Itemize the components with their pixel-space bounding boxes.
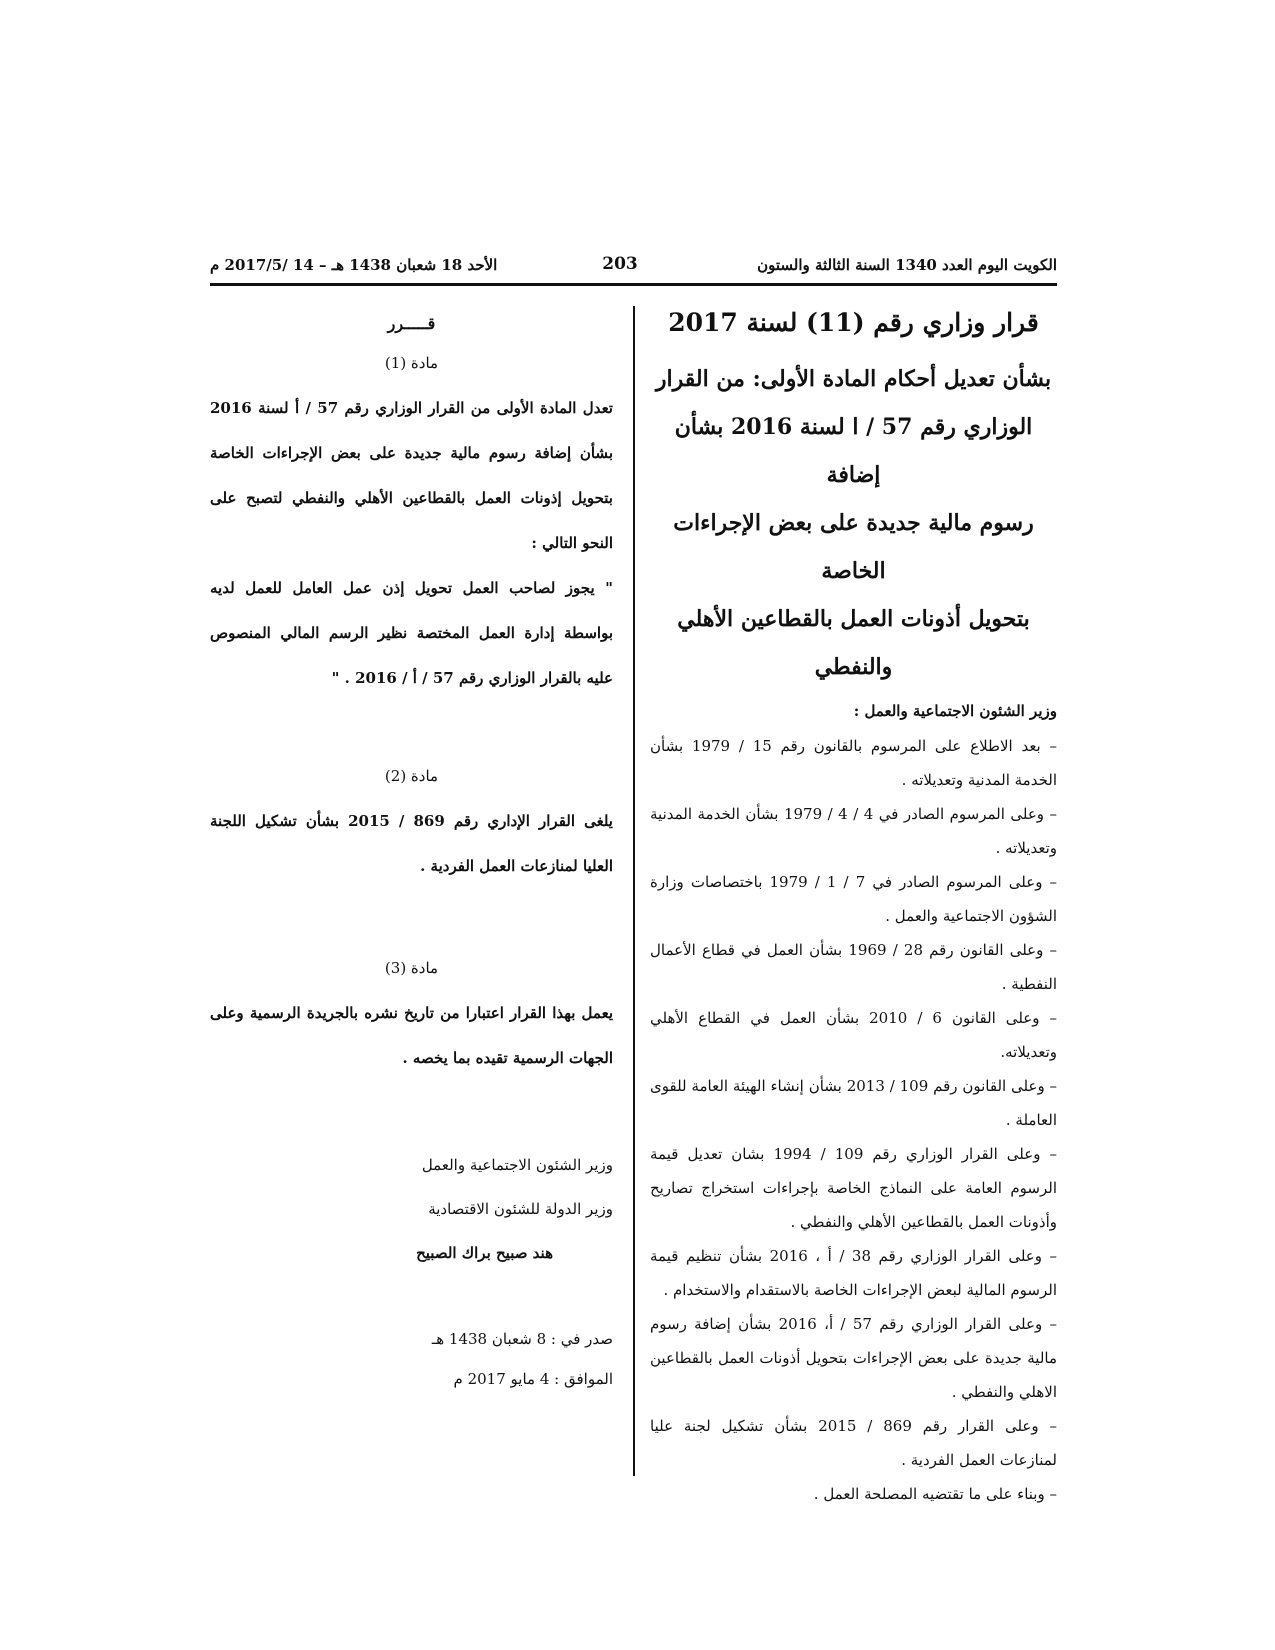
preamble-clauses: [650, 729, 1057, 1511]
issue-date: الأحد 18 شعبان 1438 هـ – 14 /2017/5 م: [210, 256, 498, 274]
header-rule: [210, 283, 1057, 286]
page-header: [210, 252, 1057, 280]
journal-issue: الكويت اليوم العدد 1340 السنة الثالثة والستون: [757, 256, 1057, 274]
subtitle-line: بتحويل أذونات العمل بالقطاعين الأهلي والنفطي: [677, 606, 1030, 680]
preamble-clause: – وعلى القانون رقم 109 / 2013 بشأن إنشاء الهيئة العامة للقوى العاملة .: [650, 1077, 1058, 1129]
issued-hijri: صدر في : 8 شعبان 1438 هـ: [431, 1330, 613, 1348]
preamble-clause: – وعلى القرار الوزاري رقم 38 / أ ، 2016 بشأن تنظيم قيمة الرسوم المالية لبعض الإجراءات الخاصة بالاستقدام والاستخدام .: [650, 1247, 1058, 1299]
issued-gregorian: الموافق : 4 مايو 2017 م: [453, 1370, 613, 1388]
decision-heading: قـــــرر: [387, 314, 436, 333]
issue-dates: [423, 1319, 613, 1399]
signatory-name: هند صبيح براك الصبيح: [416, 1244, 553, 1262]
preamble-clause: – وعلى القانون رقم 28 / 1969 بشأن العمل في قطاع الأعمال النفطية .: [650, 941, 1057, 993]
minister-heading: وزير الشئون الاجتماعية والعمل :: [853, 702, 1057, 720]
subtitle-line: رسوم مالية جديدة على بعض الإجراءات الخاصة: [673, 510, 1034, 584]
signature-block: [210, 1143, 613, 1275]
decree-title: قرار وزاري رقم (11) لسنة 2017: [668, 308, 1039, 337]
preamble-clause: – وبناء على ما تقتضيه المصلحة العمل .: [813, 1485, 1057, 1503]
preamble-clause: – وعلى القرار الوزاري رقم 109 / 1994 بشان تعديل قيمة الرسوم العامة على النماذج الخاصة بإجراءات استخراج تصاريح وأذونات العمل بالقطاعين الأهلي والنفطي .: [650, 1145, 1057, 1231]
article-3-heading: مادة (3): [384, 959, 439, 977]
preamble-clause: – وعلى القرار رقم 869 / 2015 بشأن تشكيل لجنة عليا لمنازعات العمل الفردية .: [650, 1417, 1057, 1469]
column-divider: [633, 306, 635, 1476]
preamble-clause: – وعلى القرار الوزاري رقم 57 / أ، 2016 بشأن إضافة رسوم مالية جديدة على بعض الإجراءات بتحويل أذونات العمل بالقطاعين الاهلي والنفطي .: [650, 1315, 1058, 1401]
preamble-clause: – بعد الاطلاع على المرسوم بالقانون رقم 15 / 1979 بشأن الخدمة المدنية وتعديلاته .: [650, 737, 1057, 789]
preamble-clause: – وعلى المرسوم الصادر في 4 / 4 / 1979 بشأن الخدمة المدنية وتعديلاته .: [650, 805, 1058, 857]
signature-title-1: وزير الشئون الاجتماعية والعمل: [421, 1156, 613, 1174]
article-1-heading: مادة (1): [384, 354, 439, 372]
left-column: [210, 310, 613, 1399]
page-number: 203: [602, 254, 638, 274]
decree-subtitle: [650, 355, 1057, 691]
article-2-heading: مادة (2): [384, 767, 439, 785]
article-3-body: يعمل بهذا القرار اعتبارا من تاريخ نشره بالجريدة الرسمية وعلى الجهات الرسمية تقيده بما يخصه .: [210, 1004, 613, 1067]
subtitle-line: بشأن تعديل أحكام المادة الأولى: من القرار: [655, 366, 1052, 392]
article-1-body: تعدل المادة الأولى من القرار الوزاري رقم 57 / أ لسنة 2016 بشأن إضافة رسوم مالية جديدة على بعض الإجراءات الخاصة بتحويل إذونات العمل بالقطاعين الأهلي والنفطي لتصبح على النحو التالي :: [210, 399, 613, 552]
signature-title-2: وزير الدولة للشئون الاقتصادية: [428, 1200, 613, 1218]
right-column: [650, 305, 1057, 1511]
article-1-quote: " يجوز لصاحب العمل تحويل إذن عمل العامل للعمل لديه بواسطة إدارة العمل المختصة نظير الرسم المالي المنصوص عليه بالقرار الوزاري رقم 57 / أ / 2016 . ": [210, 579, 613, 687]
preamble-clause: – وعلى القانون 6 / 2010 بشأن العمل في القطاع الأهلي وتعديلاته.: [650, 1009, 1057, 1061]
preamble-clause: – وعلى المرسوم الصادر في 7 / 1 / 1979 باختصاصات وزارة الشؤون الاجتماعية والعمل .: [650, 873, 1058, 925]
article-2-body: يلغى القرار الإداري رقم 869 / 2015 بشأن تشكيل اللجنة العليا لمنازعات العمل الفردية .: [210, 812, 613, 875]
subtitle-line: الوزاري رقم 57 / ا لسنة 2016 بشأن إضافة: [674, 414, 1033, 488]
